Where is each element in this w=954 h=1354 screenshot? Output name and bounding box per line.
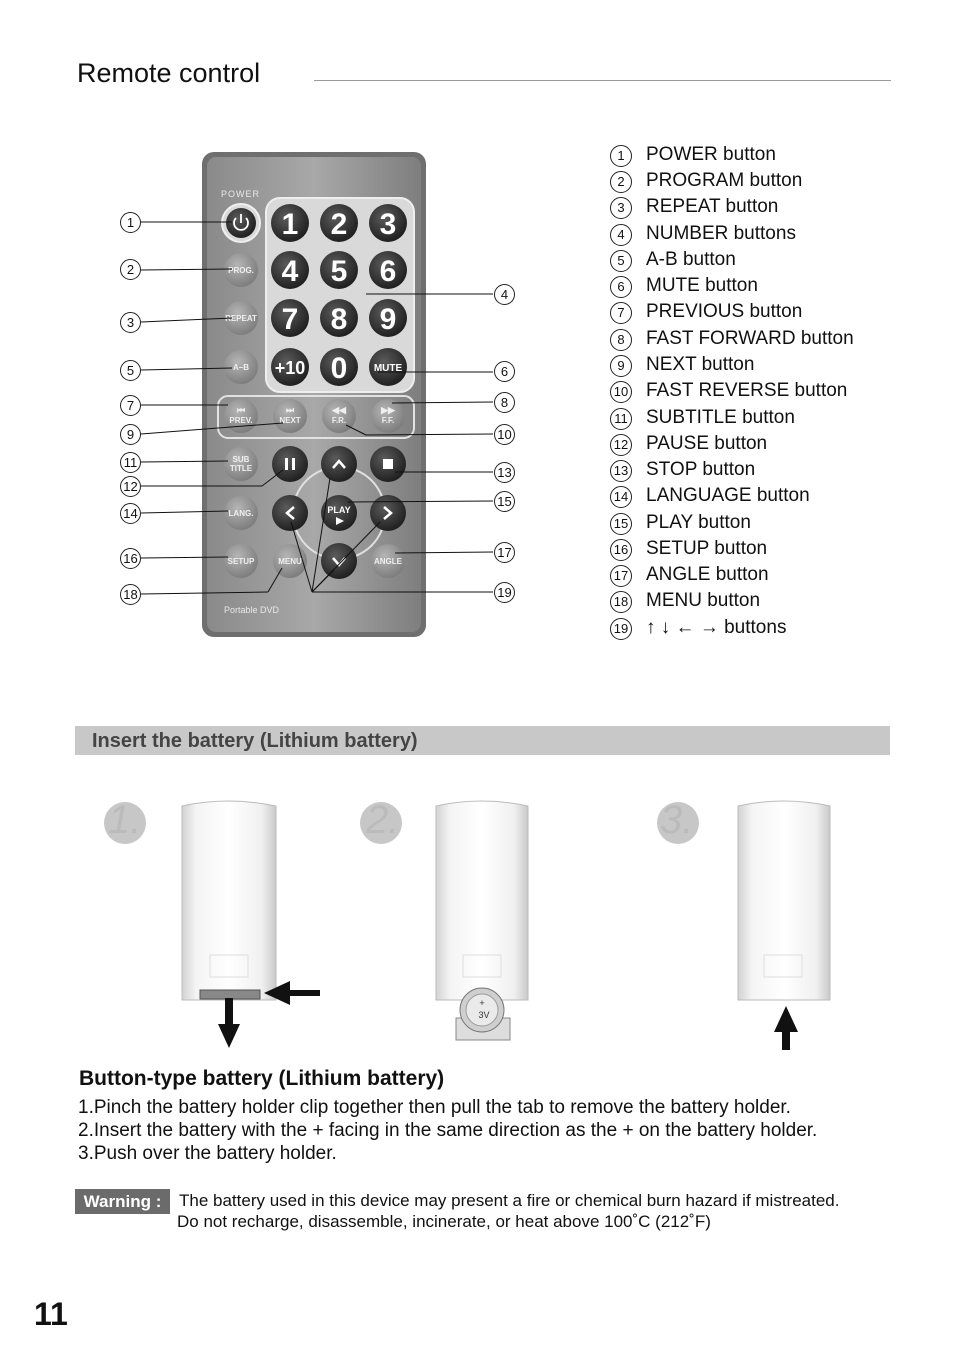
warning-label: Warning : [75,1189,170,1214]
legend-number: 3 [610,197,632,219]
menu-label: MENU [278,557,302,566]
key-plus10-label: +10 [274,358,306,378]
legend-text: REPEAT button [646,196,779,217]
angle-label: ANGLE [374,557,402,566]
legend-number: 12 [610,434,632,456]
callout-10: 10 [494,424,515,445]
subtitle-label-2: TITLE [229,464,253,473]
lang-label: LANG. [228,509,254,518]
page-title: Remote control [77,58,261,88]
key-9-label: 9 [379,303,397,336]
callout-7: 7 [120,395,141,416]
legend-text: FAST FORWARD button [646,328,854,349]
next-label: NEXT [279,416,301,425]
key-2-label: 2 [330,208,348,241]
legend-text: STOP button [646,459,756,480]
legend-number: 1 [610,145,632,167]
legend-text: ↑ ↓ ← → buttons [646,617,787,638]
legend-text: PLAY button [646,512,751,533]
callout-5: 5 [120,360,141,381]
instruction-2: 2.Insert the battery with the + facing in the same direction as the + on the battery holder. [78,1120,818,1141]
legend-number: 5 [610,250,632,272]
legend-text: NEXT button [646,354,755,375]
legend-text: FAST REVERSE button [646,380,848,401]
push-up-arrow [774,1006,798,1050]
legend-text: LANGUAGE button [646,485,810,506]
legend-text: PAUSE button [646,433,768,454]
instruction-3: 3.Push over the battery holder. [78,1143,337,1164]
remote-back-step-1 [182,801,276,1000]
repeat-label: REPEAT [225,314,257,323]
legend-number: 19 [610,618,632,640]
legend-text: SETUP button [646,538,768,559]
title-rule [314,80,891,81]
legend-number: 14 [610,486,632,508]
key-5-label: 5 [330,255,348,288]
legend-text: POWER button [646,144,776,165]
callout-1: 1 [120,212,141,233]
left-button[interactable] [272,495,308,531]
page-number: 11 [34,1296,68,1332]
callout-4: 4 [494,284,515,305]
prev-label: PREV. [229,416,253,425]
legend-text: SUBTITLE button [646,407,795,428]
brand-label: Portable DVD [224,605,280,615]
stop-icon [383,459,393,469]
legend-number: 16 [610,539,632,561]
prev-icon: ⏮ [236,405,246,415]
legend-number: 8 [610,329,632,351]
legend-text: NUMBER buttons [646,223,796,244]
power-label: POWER [221,189,261,199]
step-2-label: 2. [366,798,400,842]
key-0-label: 0 [330,352,348,385]
callout-12: 12 [120,476,141,497]
battery-illustrations [160,795,880,1055]
key-1-label: 1 [281,208,299,241]
legend-text: PROGRAM button [646,170,803,191]
pause-button[interactable] [272,446,308,482]
subtitle-label-1: SUB [232,455,250,464]
mute-label: MUTE [373,363,403,374]
rewind-icon: ◀◀ [332,405,346,415]
instruction-1: 1.Pinch the battery holder clip together then pull the tab to remove the battery holder. [78,1097,791,1118]
callout-2: 2 [120,259,141,280]
legend-text: A-B button [646,249,736,270]
legend-number: 6 [610,276,632,298]
legend-number: 15 [610,513,632,535]
ab-label: A–B [232,363,250,372]
pull-down-arrow [218,998,240,1048]
legend-number: 4 [610,224,632,246]
section-title: Insert the battery (Lithium battery) [92,730,418,752]
legend-number: 2 [610,171,632,193]
prog-label: PROG. [228,266,254,275]
key-7-label: 7 [281,303,299,336]
callout-3: 3 [120,312,141,333]
step-1-label: 1. [108,798,142,842]
legend-number: 11 [610,408,632,430]
right-button[interactable] [370,495,406,531]
down-button[interactable] [321,543,357,579]
up-button[interactable] [321,446,357,482]
callout-17: 17 [494,542,515,563]
callout-16: 16 [120,548,141,569]
warning-line-2: Do not recharge, disassemble, incinerate, or heat above 100˚C (212˚F) [177,1212,711,1231]
legend-text: ANGLE button [646,564,769,585]
key-4-label: 4 [281,255,299,288]
legend-text: PREVIOUS button [646,301,803,322]
step-3-label: 3. [660,798,694,842]
battery-plus-label: + [479,998,485,1008]
fr-label: F.R. [331,416,347,425]
legend-number: 7 [610,302,632,324]
ff-label: F.F. [381,416,395,425]
callout-15: 15 [494,491,515,512]
warning-line-1: The battery used in this device may present a fire or chemical burn hazard if mistreated. [179,1191,840,1210]
remote-diagram [0,140,560,660]
next-icon: ⏭ [285,405,295,415]
legend-number: 13 [610,460,632,482]
legend-number: 9 [610,355,632,377]
legend-number: 18 [610,591,632,613]
callout-8: 8 [494,392,515,413]
callout-11: 11 [120,452,141,473]
remote-back-step-3 [738,801,830,1000]
legend-text: MENU button [646,590,761,611]
key-8-label: 8 [330,303,348,336]
callout-19: 19 [494,582,515,603]
battery-voltage-label: 3V [478,1010,490,1020]
callout-6: 6 [494,361,515,382]
callout-9: 9 [120,424,141,445]
battery-subtitle: Button-type battery (Lithium battery) [79,1067,445,1090]
key-3-label: 3 [379,208,397,241]
callout-13: 13 [494,462,515,483]
legend-text: MUTE button [646,275,758,296]
callout-14: 14 [120,503,141,524]
key-6-label: 6 [379,255,397,288]
setup-label: SETUP [227,557,255,566]
legend-number: 17 [610,565,632,587]
play-label: PLAY [327,505,351,515]
legend-number: 10 [610,381,632,403]
fast-forward-icon: ▶▶ [381,405,395,415]
callout-18: 18 [120,584,141,605]
